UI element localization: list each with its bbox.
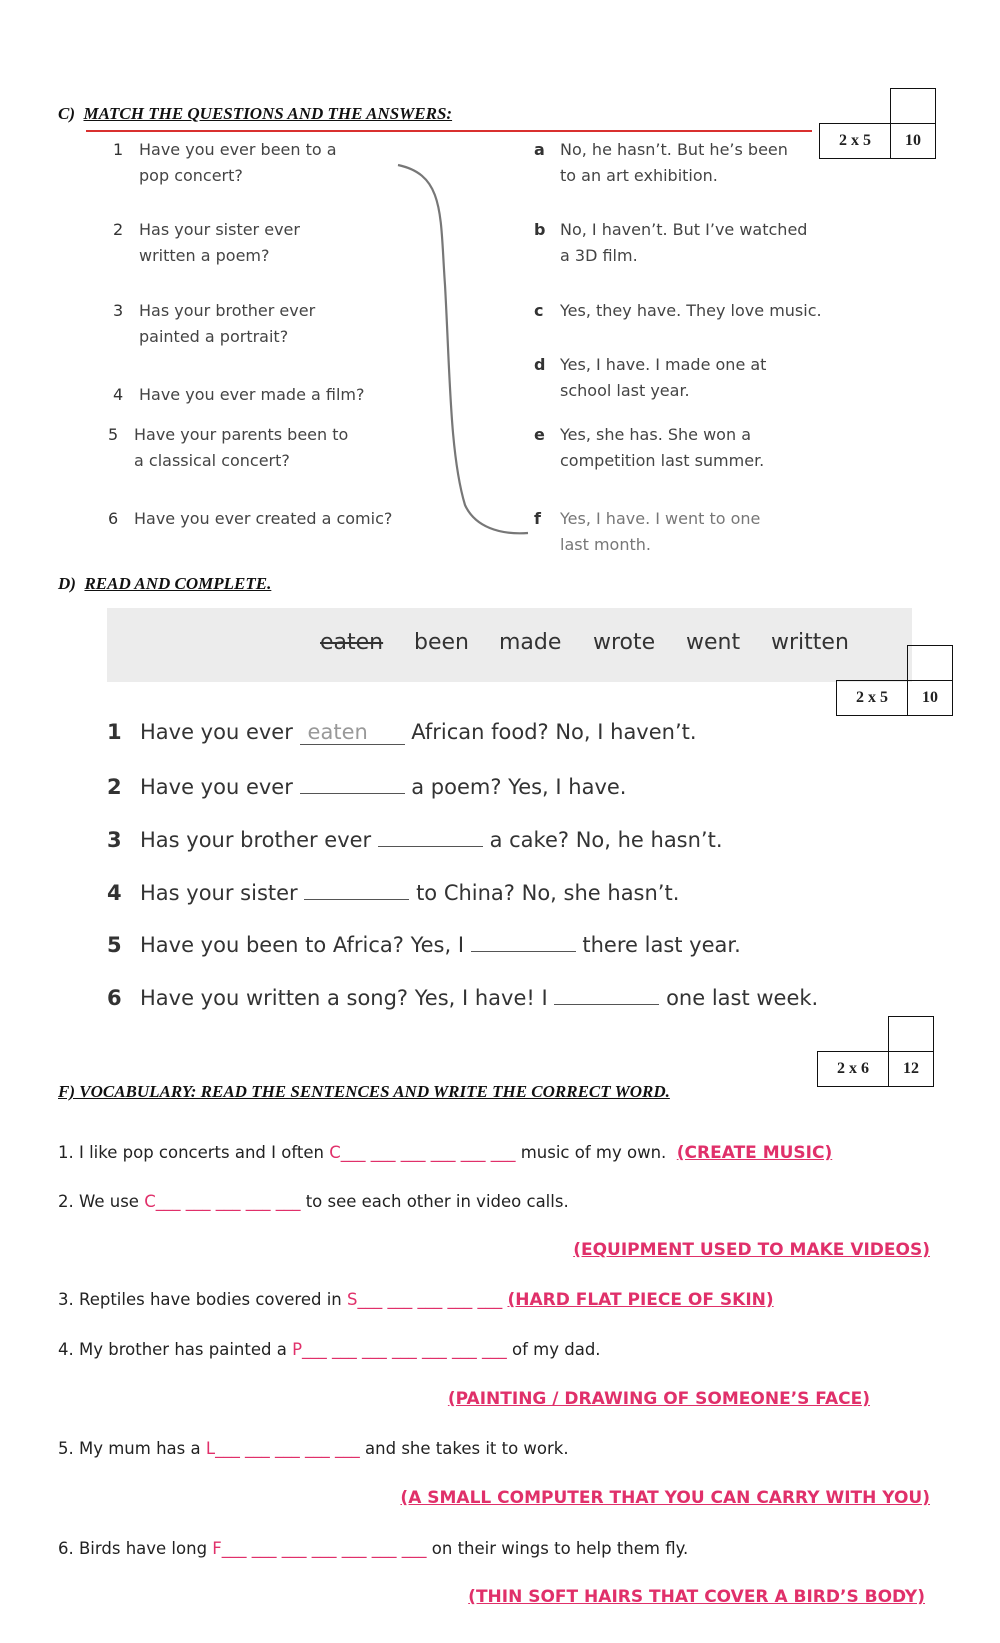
vocab-blanks[interactable]: ___ ___ ___ ___ ___ ___ ___ xyxy=(221,1539,427,1558)
vocab-item-5: 5. My mum has a L___ ___ ___ ___ ___ and she takes it to work. xyxy=(58,1439,569,1458)
vocab-blanks[interactable]: ___ ___ ___ ___ ___ xyxy=(155,1192,301,1211)
question-4: 4 Have you ever made a film? xyxy=(113,385,365,404)
word-bank-item: eaten xyxy=(320,630,384,655)
answer-blank[interactable] xyxy=(300,773,405,794)
answer-b: b No, I haven’t. But I’ve watched a 3D film. xyxy=(534,220,808,265)
example-answer: eaten xyxy=(300,720,405,745)
answer-blank[interactable] xyxy=(471,931,576,952)
section-c-score-box xyxy=(819,88,936,159)
complete-item-2: 2 Have you ever a poem? Yes, I have. xyxy=(107,775,627,799)
answer-blank[interactable] xyxy=(304,879,409,900)
vocab-hint: (A SMALL COMPUTER THAT YOU CAN CARRY WITH YOU) xyxy=(400,1488,930,1508)
vocab-item-4: 4. My brother has painted a P___ ___ ___ ___ ___ ___ ___ of my dad. xyxy=(58,1340,601,1359)
word-bank xyxy=(107,608,912,682)
section-f-score-box xyxy=(817,1016,934,1087)
question-3: 3 Has your brother ever painted a portrait? xyxy=(113,301,316,346)
section-c-heading: C) MATCH THE QUESTIONS AND THE ANSWERS: xyxy=(58,104,453,123)
word-bank-item: been xyxy=(414,630,469,655)
vocab-start-letter: L xyxy=(205,1439,216,1458)
answer-e: e Yes, she has. She won a competition last summer. xyxy=(534,425,765,470)
question-2: 2 Has your sister ever written a poem? xyxy=(113,220,300,265)
complete-item-4: 4 Has your sister to China? No, she hasn’t. xyxy=(107,881,680,905)
vocab-hint: (THIN SOFT HAIRS THAT COVER A BIRD’S BODY) xyxy=(468,1587,925,1607)
complete-item-1: 1 Have you ever eaten African food? No, I haven’t. xyxy=(107,720,697,744)
question-1: 1 Have you ever been to a pop concert? xyxy=(113,140,337,185)
section-f-heading: F) VOCABULARY: READ THE SENTENCES AND WRITE THE CORRECT WORD. xyxy=(58,1082,670,1101)
vocab-start-letter: P xyxy=(292,1340,303,1359)
vocab-start-letter: C xyxy=(144,1192,156,1211)
vocab-blanks[interactable]: ___ ___ ___ ___ ___ xyxy=(215,1439,360,1458)
complete-item-3: 3 Has your brother ever a cake? No, he hasn’t. xyxy=(107,828,723,852)
score-multiplier: 2 x 5 xyxy=(820,124,891,159)
vocab-item-6: 6. Birds have long F___ ___ ___ ___ ___ ___ ___ on their wings to help them fly. xyxy=(58,1539,689,1558)
vocab-hint: (PAINTING / DRAWING OF SOMEONE’S FACE) xyxy=(447,1389,870,1409)
vocab-start-letter: S xyxy=(346,1290,358,1309)
answer-blank[interactable] xyxy=(554,984,659,1005)
vocab-start-letter: C xyxy=(329,1143,341,1162)
word-bank-item: made xyxy=(499,630,562,655)
word-bank-item: went xyxy=(686,630,741,655)
word-bank-item: written xyxy=(771,630,849,655)
answer-c: c Yes, they have. They love music. xyxy=(534,301,822,320)
answer-f: f Yes, I have. I went to one last month. xyxy=(534,509,761,554)
vocab-item-2: 2. We use C___ ___ ___ ___ ___ to see each other in video calls. xyxy=(58,1192,569,1211)
word-bank-item: wrote xyxy=(593,630,656,655)
complete-item-6: 6 Have you written a song? Yes, I have! I one last week. xyxy=(107,986,819,1010)
section-c-red-rule xyxy=(86,130,812,132)
section-d-score-box xyxy=(836,645,953,716)
score-total: 12 xyxy=(889,1052,934,1087)
vocab-hint: (CREATE MUSIC) xyxy=(676,1143,833,1163)
vocab-hint: (HARD FLAT PIECE OF SKIN) xyxy=(507,1290,774,1310)
vocab-item-1: 1. I like pop concerts and I often C___ ___ ___ ___ ___ ___ music of my own. (CREATE MUSIC) xyxy=(58,1143,833,1163)
section-d-heading: D) READ AND COMPLETE. xyxy=(58,574,272,593)
score-total: 10 xyxy=(891,124,936,159)
score-total: 10 xyxy=(908,681,953,716)
question-5: 5 Have your parents been to a classical concert? xyxy=(108,425,349,470)
score-multiplier: 2 x 6 xyxy=(818,1052,889,1087)
example-match-curve xyxy=(390,155,540,540)
vocab-blanks[interactable]: ___ ___ ___ ___ ___ ___ xyxy=(340,1143,516,1162)
answer-d: d Yes, I have. I made one at school last year. xyxy=(534,355,767,400)
score-multiplier: 2 x 5 xyxy=(837,681,908,716)
answer-a: a No, he hasn’t. But he’s been to an art exhibition. xyxy=(534,140,788,185)
vocab-item-3: 3. Reptiles have bodies covered in S___ ___ ___ ___ ___ (HARD FLAT PIECE OF SKIN) xyxy=(58,1290,774,1310)
vocab-start-letter: F xyxy=(212,1539,222,1558)
answer-blank[interactable] xyxy=(378,826,483,847)
complete-item-5: 5 Have you been to Africa? Yes, I there last year. xyxy=(107,933,741,957)
vocab-blanks[interactable]: ___ ___ ___ ___ ___ ___ ___ xyxy=(302,1340,507,1359)
vocab-hint: (EQUIPMENT USED TO MAKE VIDEOS) xyxy=(573,1240,930,1260)
question-6: 6 Have you ever created a comic? xyxy=(108,509,393,528)
vocab-blanks[interactable]: ___ ___ ___ ___ ___ xyxy=(357,1290,503,1309)
